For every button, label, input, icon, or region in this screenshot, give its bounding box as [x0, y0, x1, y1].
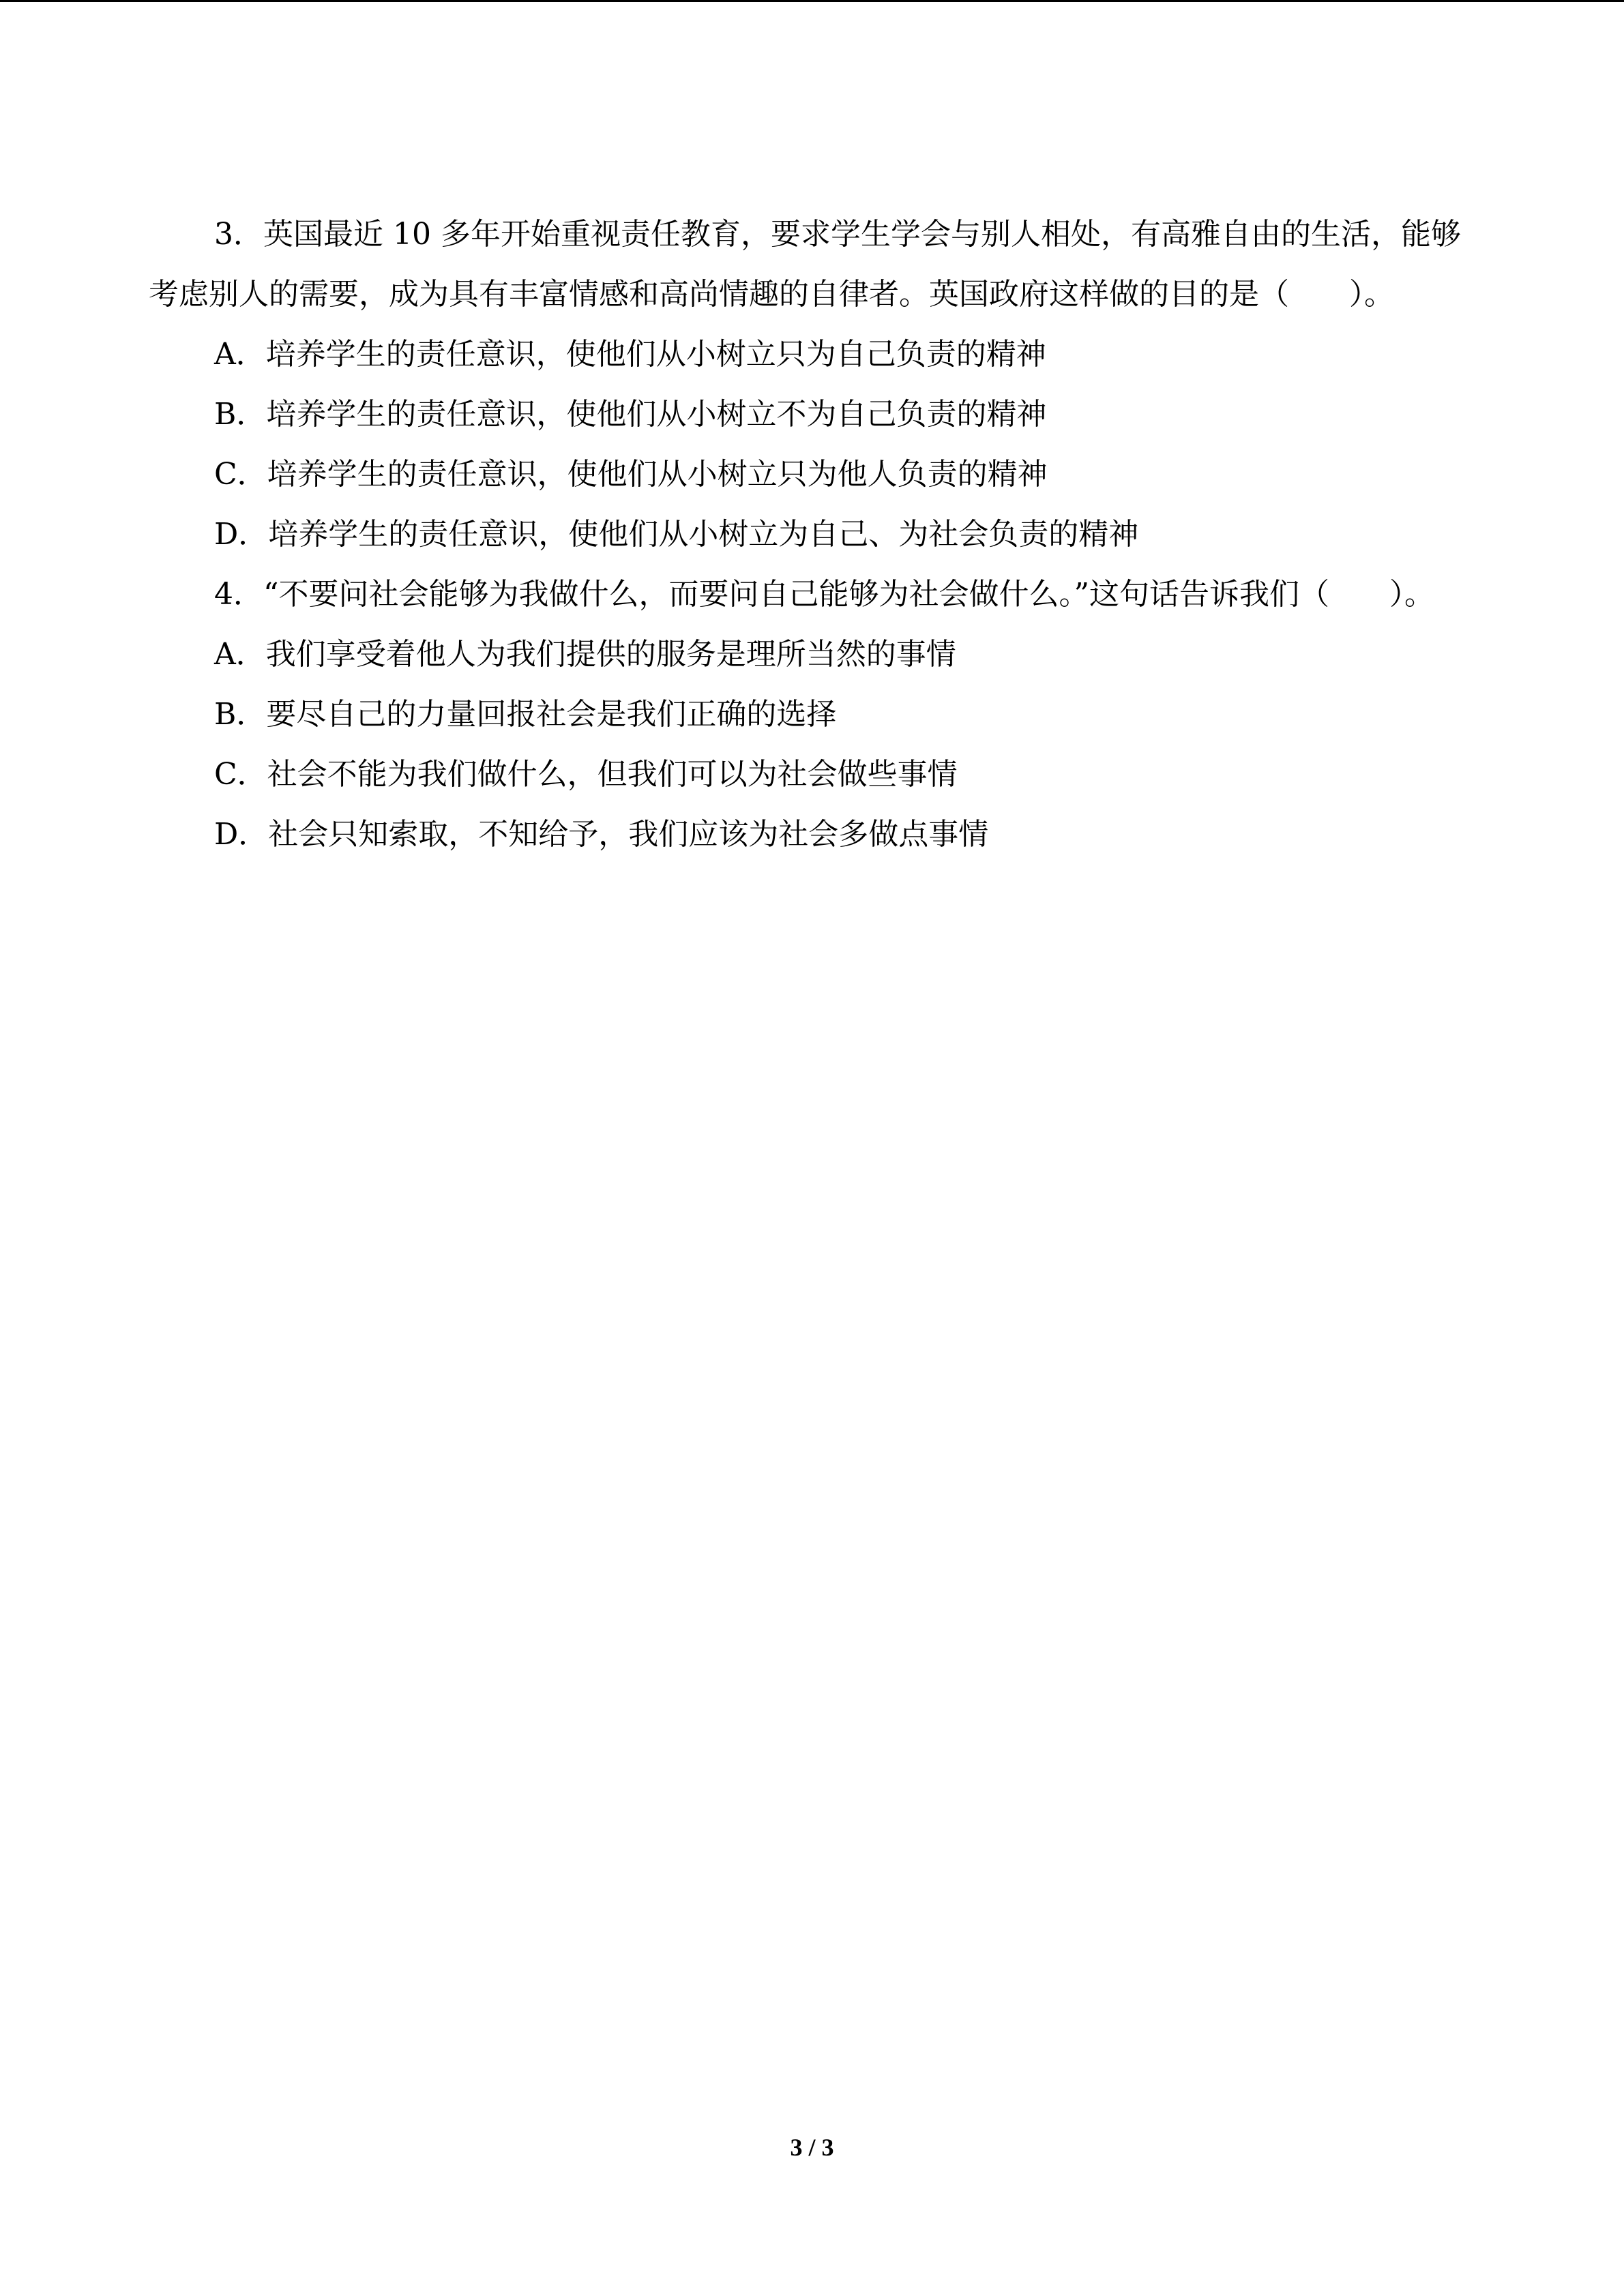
- option-d: D．培养学生的责任意识，使他们从小树立为自己、为社会负责的精神: [214, 517, 1139, 552]
- option-d: D．社会只知索取，不知给予，我们应该为社会多做点事情: [214, 817, 989, 852]
- top-border-line: [0, 0, 1624, 2]
- question-stem: 3．英国最近 10 多年开始重视责任教育，要求学生学会与别人相处，有高雅自由的生活，能够考虑别人的需要，成为具有丰富情感和高尚情趣的自律者。英国政府这样做的目的是（ ）。: [149, 217, 1461, 312]
- question-4: [149, 565, 1465, 865]
- page-number: 3 / 3: [790, 2134, 834, 2161]
- option-b: B．要尽自己的力量回报社会是我们正确的选择: [214, 697, 837, 732]
- option-b: B．培养学生的责任意识，使他们从小树立不为自己负责的精神: [214, 397, 1047, 432]
- option-a: A．培养学生的责任意识，使他们从小树立只为自己负责的精神: [214, 337, 1046, 372]
- option-c: C．培养学生的责任意识，使他们从小树立只为他人负责的精神: [214, 457, 1048, 492]
- document-body: [149, 205, 1465, 865]
- question-3: [149, 205, 1465, 565]
- option-a: A．我们享受着他人为我们提供的服务是理所当然的事情: [214, 637, 956, 672]
- question-stem: 4．“不要问社会能够为我做什么，而要问自己能够为社会做什么。”这句话告诉我们（ ）。: [214, 577, 1434, 612]
- option-c: C．社会不能为我们做什么，但我们可以为社会做些事情: [214, 757, 958, 792]
